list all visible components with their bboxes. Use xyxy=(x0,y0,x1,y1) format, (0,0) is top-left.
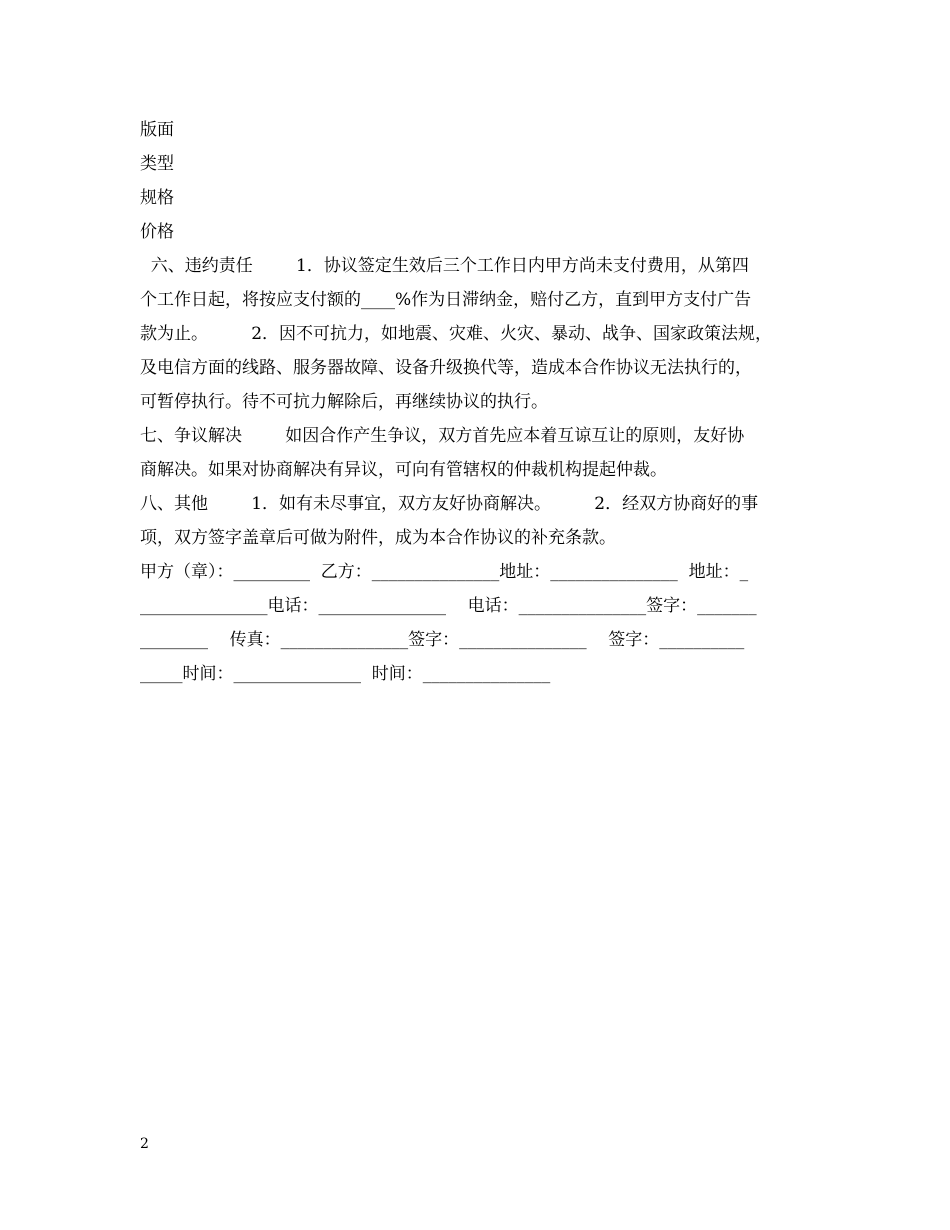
section-8-text: 项，双方签字盖章后可做为附件，成为本合作协议的补充条款。 xyxy=(140,528,616,548)
section-6-text: 可暂停执行。待不可抗力解除后，再继续协议的执行。 xyxy=(140,392,548,412)
text-line-spec: 规格 xyxy=(140,188,174,208)
section-6-text: 及电信方面的线路、服务器故障、设备升级换代等，造成本合作协议无法执行的， xyxy=(140,358,752,378)
text-line-layout: 版面 xyxy=(140,120,174,140)
section-8-other-heading: 八、其他 1．如有未尽事宜，双方友好协商解决。 2．经双方协商好的事 xyxy=(140,494,759,514)
section-7-text: 商解决。如果对协商解决有异议，可向有管辖权的仲裁机构提起仲裁。 xyxy=(140,460,667,480)
section-6-text: 款为止。 2．因不可抗力，如地震、灾难、火灾、暴动、战争、国家政策法规， xyxy=(140,324,773,344)
signature-line: _____时间：_______________ 时间：_______________ xyxy=(140,664,551,684)
section-6-breach-heading: 六、违约责任 1．协议签定生效后三个工作日内甲方尚未支付费用，从第四 xyxy=(140,256,749,276)
signature-line: 甲方（章）：_________ 乙方：_______________地址：_______________ 地址：_ xyxy=(140,562,749,582)
signature-line: _______________电话：_______________ 电话：_______________签字：_______ xyxy=(140,596,757,616)
page-number: 2 xyxy=(140,1136,149,1152)
signature-line: ________ 传真：_______________签字：_______________ 签字：__________ xyxy=(140,630,745,650)
section-6-text: 个工作日起，将按应支付额的____%作为日滞纳金，赔付乙方，直到甲方支付广告 xyxy=(140,290,752,310)
text-line-price: 价格 xyxy=(140,222,174,242)
text-line-type: 类型 xyxy=(140,154,174,174)
section-7-dispute-heading: 七、争议解决 如因合作产生争议，双方首先应本着互谅互让的原则，友好协 xyxy=(140,426,745,446)
